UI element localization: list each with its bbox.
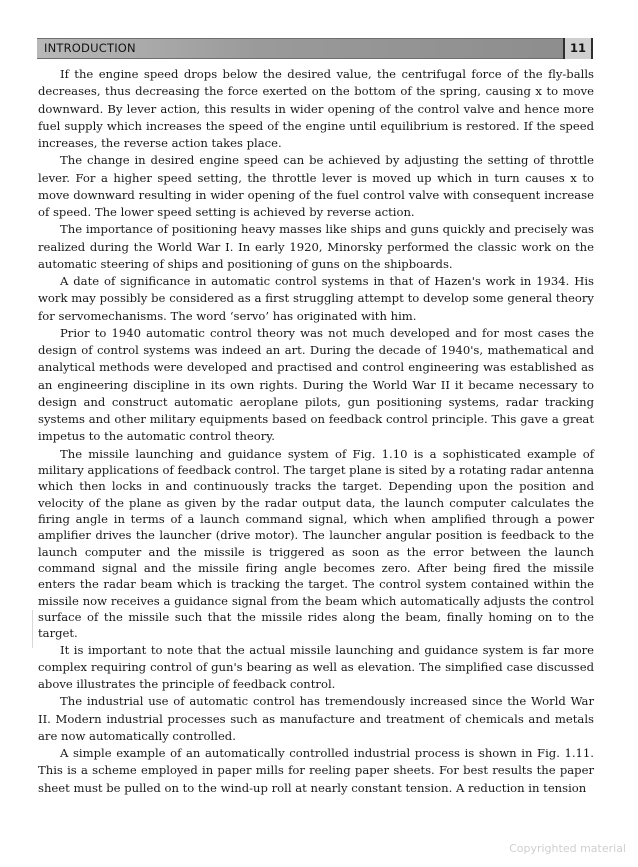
page-number: 11 — [563, 38, 593, 59]
paragraph: A simple example of an automatically controlled industrial process is shown in Fig. 1.11. This is a scheme employed in paper mills for reeling paper sheets. For best results the paper sheet must be pulled on to the wind-up roll at nearly constant tension. A reduction in tension — [38, 746, 594, 795]
paragraph: Prior to 1940 automatic control theory was not much developed and for most cases the design of control systems was indeed an art. During the decade of 1940's, mathematical and analytical methods were developed and practised and control engineering was established as an engineering discipline in its own rights. During the World War II it became necessary to design and construct automatic aeroplane pilots, gun positioning systems, radar tracking systems and other military equipments based on feedback control principle. This gave a great impetus to the automatic control theory. — [38, 325, 594, 444]
copyright-watermark: Copyrighted material — [509, 842, 626, 855]
paragraph: A date of significance in automatic control systems in that of Hazen's work in 1934. His work may possibly be considered as a first struggling attempt to develop some general theory for servomechanisms. The word ‘servo’ has originated with him. — [38, 274, 594, 323]
paragraph: If the engine speed drops below the desired value, the centrifugal force of the fly-balls decreases, thus decreasing the force exerted on the bottom of the spring, causing x to move downward. By lever action, this results in wider opening of the control valve and hence more fuel supply which increases the speed of the engine until equilibrium is restored. If the speed increases, the reverse action takes place. — [38, 67, 594, 150]
running-header — [37, 38, 593, 59]
paragraph: The industrial use of automatic control has tremendously increased since the World War II. Modern industrial processes such as manufacture and treatment of chemicals and metals are now automatically controlled. — [38, 694, 594, 743]
body-text — [38, 66, 594, 797]
paragraph: The missile launching and guidance system of Fig. 1.10 is a sophisticated example of military applications of feedback control. The target plane is sited by a rotating radar antenna which then locks in and continuously tracks the target. Depending upon the position and velocity of the plane as given by the radar output data, the launch computer calculates the firing angle in terms of a launch command signal, which when amplified through a power amplifier drives the launcher (drive motor). The launcher angular position is feedback to the launch computer and the missile is triggered as soon as the error between the launch command signal and the missile firing angle becomes zero. After being fired the missile enters the radar beam which is tracking the target. The control system contained within the missile now receives a guidance signal from the beam which automatically adjusts the control surface of the missile such that the missile rides along the beam, finally homing on to the target. — [38, 446, 594, 641]
paragraph: It is important to note that the actual missile launching and guidance system is far more complex requiring control of gun's bearing as well as elevation. The simplified case discussed above illustrates the principle of feedback control. — [38, 642, 594, 692]
margin-mark — [32, 610, 33, 648]
chapter-title: INTRODUCTION — [44, 41, 136, 55]
paragraph: The change in desired engine speed can be achieved by adjusting the setting of throttle lever. For a higher speed setting, the throttle lever is moved up which in turn causes x to move downward resulting in wider opening of the fuel control valve with consequent increase of speed. The lower speed setting is achieved by reverse action. — [38, 153, 594, 219]
paragraph: The importance of positioning heavy masses like ships and guns quickly and precisely was realized during the World War I. In early 1920, Minorsky performed the classic work on the automatic steering of ships and positioning of guns on the shipboards. — [38, 222, 594, 271]
